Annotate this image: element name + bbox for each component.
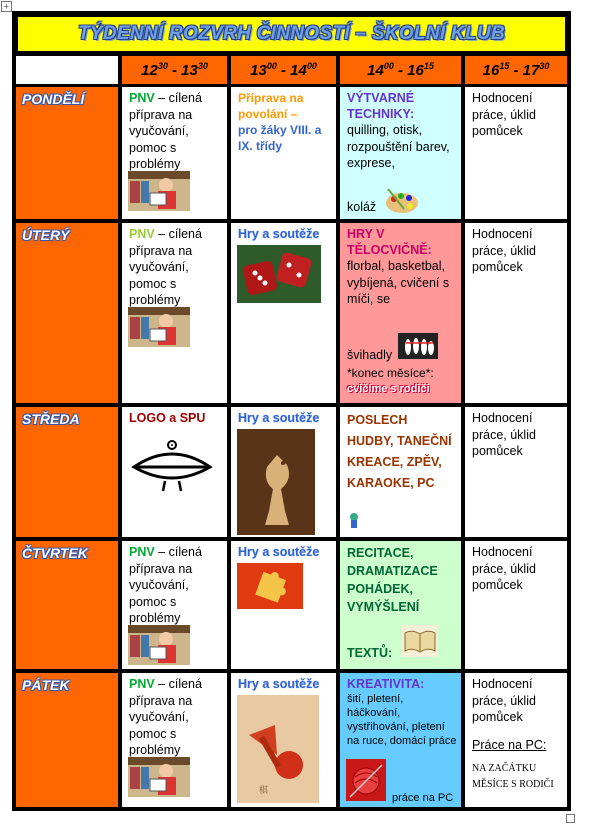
day-label: ČTVRTEK: [22, 545, 88, 561]
logo-face-icon: [130, 437, 214, 493]
svg-text:棋: 棋: [259, 785, 269, 795]
puzzle-icon: [237, 563, 303, 609]
palette-icon: [384, 187, 420, 215]
time-header-3: $14^{00} - 16^{15}$: [340, 56, 461, 84]
page-title: TÝDENNÍ ROZVRH ČINNOSTÍ – ŠKOLNÍ KLUB: [77, 23, 505, 44]
monday-cleanup-cell: Hodnocení práce, úklid pomůcek: [465, 87, 567, 219]
reading-boy-icon: [128, 171, 190, 211]
schedule-table: [12, 11, 571, 811]
tuesday-cleanup-cell: Hodnocení práce, úklid pomůcek: [465, 223, 567, 403]
time-header-1: $12^{30} - 13^{30}$: [122, 56, 227, 84]
friday-games-cell: Hry a soutěže 棋: [231, 673, 336, 807]
wednesday-logo-cell: LOGO a SPU: [122, 407, 227, 537]
day-label: PÁTEK: [22, 677, 70, 693]
friday-creative-cell: KREATIVITA: šití, pletení, háčkování, vystřihování, pletení na ruce, domácí práce práce na PC: [340, 673, 461, 807]
monday-pnv-cell: PNV – cílená příprava na vyučování, pomoc s problémy: [122, 87, 227, 219]
wednesday-cleanup-cell: Hodnocení práce, úklid pomůcek: [465, 407, 567, 537]
music-icon: [348, 511, 360, 529]
chess-icon: [237, 429, 315, 535]
tuesday-pnv-cell: PNV – cílená příprava na vyučování, pomoc s problémy: [122, 223, 227, 403]
monday-career-cell: Příprava na povolání – pro žáky VIII. a IX. třídy: [231, 87, 336, 219]
reading-boy-icon: [128, 757, 190, 797]
table-resize-handle[interactable]: [566, 814, 575, 823]
wednesday-games-cell: Hry a soutěže: [231, 407, 336, 537]
reading-boy-icon: [128, 307, 190, 347]
month-note: NA ZAČÁTKU MĚSÍCE S RODIČI: [472, 763, 554, 790]
time-header-4: $16^{15} - 17^{30}$: [465, 56, 567, 84]
yarn-icon: [346, 759, 386, 801]
day-label: STŘEDA: [22, 411, 80, 427]
monday-art-cell: VÝTVARNÉ TECHNIKY: quilling, otisk, rozpouštění barev, exprese, koláž: [340, 87, 461, 219]
time-header-2: $13^{00} - 14^{00}$: [231, 56, 336, 84]
day-cell-thursday: [16, 541, 118, 669]
tuesday-gym-cell: HRY V TĚLOCVIČNĚ: florbal, basketbal, vybíjená, cvičení s míči, se švihadly *konec měsíce*: cvičíme s rodiči: [340, 223, 461, 403]
day-cell-friday: [16, 673, 118, 807]
day-label: PONDĚLÍ: [22, 91, 85, 107]
header-empty-cell: [16, 56, 118, 84]
book-icon: [402, 625, 438, 657]
table-move-handle[interactable]: +: [1, 1, 12, 12]
friday-cleanup-cell: Hodnocení práce, úklid pomůcek Práce na PC: NA ZAČÁTKU MĚSÍCE S RODIČI: [465, 673, 567, 807]
tuesday-games-cell: Hry a soutěže: [231, 223, 336, 403]
day-cell-monday: [16, 87, 118, 219]
game-pieces-icon: [237, 695, 319, 803]
title-cell: [16, 15, 567, 53]
reading-boy-icon: [128, 625, 190, 665]
wednesday-music-cell: POSLECH HUDBY, TANEČNÍ KREACE, ZPĚV, KARAOKE, PC: [340, 407, 461, 537]
thursday-cleanup-cell: Hodnocení práce, úklid pomůcek: [465, 541, 567, 669]
pc-label: Práce na PC:: [472, 738, 547, 752]
friday-pnv-cell: PNV – cílená příprava na vyučování, pomoc s problémy: [122, 673, 227, 807]
thursday-games-cell: Hry a soutěže: [231, 541, 336, 669]
thursday-drama-cell: RECITACE, DRAMATIZACE POHÁDEK, VYMÝŠLENÍ TEXTŮ:: [340, 541, 461, 669]
day-label: ÚTERÝ: [22, 227, 70, 243]
day-cell-wednesday: [16, 407, 118, 537]
bowling-icon: [398, 333, 438, 359]
day-cell-tuesday: [16, 223, 118, 403]
thursday-pnv-cell: PNV – cílená příprava na vyučování, pomoc s problémy: [122, 541, 227, 669]
dice-icon: [237, 245, 321, 303]
